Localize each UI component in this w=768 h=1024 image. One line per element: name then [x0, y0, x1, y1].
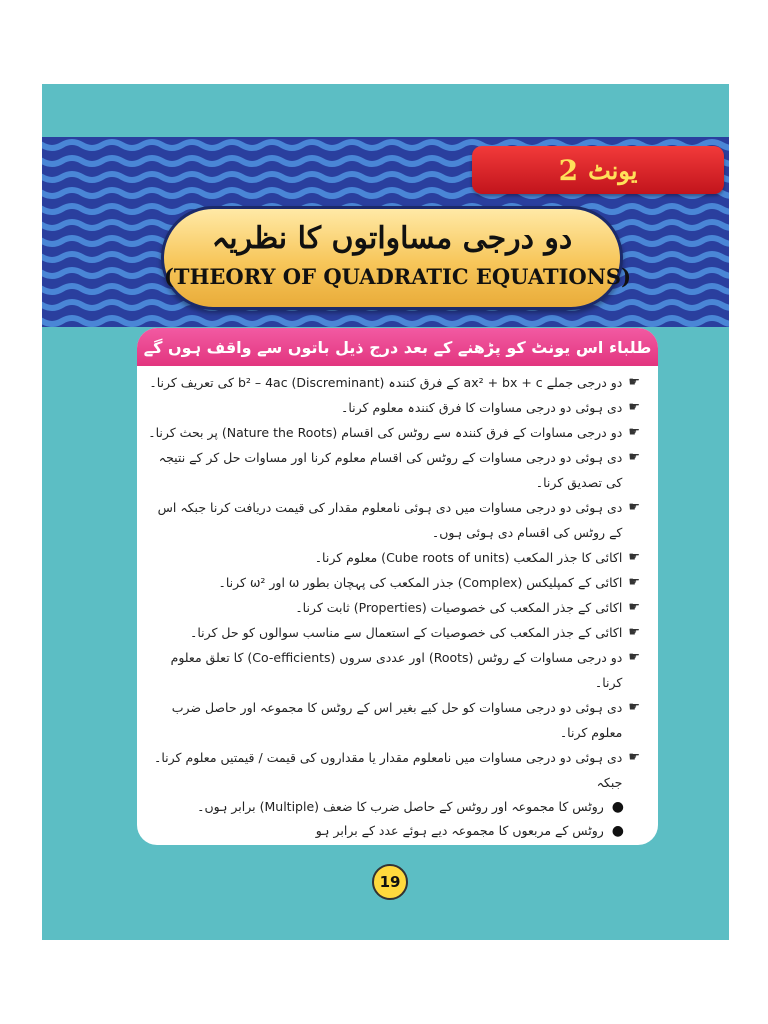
objective-item: ☛ دی ہوئی دو درجی مساوات میں دی ہوئی نامعلوم مقدار کی قیمت دریافت کرنا جبکہ اس کے روٹس کی اقسام دی ہوئی ہوں۔	[147, 495, 640, 545]
condition-item: ● روٹس کے مربعوں کا مجموعہ دیے ہوئے عدد کے برابر ہو	[147, 819, 624, 843]
pointing-hand-icon: ☛	[628, 375, 640, 390]
objective-item: ☛ دو درجی مساوات کے فرق کنندہ سے روٹس کی اقسام (Nature the Roots) پر بحث کرنا۔	[147, 420, 640, 445]
pointing-hand-icon: ☛	[628, 600, 640, 615]
objective-item: ☛ اکائی کے جذر المکعب کی خصوصیات کے استعمال سے مناسب سوالوں کو حل کرنا۔	[147, 620, 640, 645]
pointing-hand-icon: ☛	[628, 500, 640, 515]
objective-item: ☛ اکائی کے جذر المکعب کی خصوصیات (Properties) ثابت کرنا۔	[147, 595, 640, 620]
conditions-list	[137, 795, 658, 845]
pointing-hand-icon: ☛	[628, 575, 640, 590]
page-number: 19	[372, 864, 408, 900]
condition-item	[147, 843, 624, 845]
pointing-hand-icon: ☛	[628, 750, 640, 765]
objective-item: ☛ دی ہوئی دو درجی مساوات کا فرق کنندہ معلوم کرنا۔	[147, 395, 640, 420]
objective-item: ☛ دی ہوئی دو درجی مساوات کو حل کیے بغیر اس کے روٹس کا مجموعہ اور حاصل ضرب معلوم کرنا۔	[147, 695, 640, 745]
pointing-hand-icon: ☛	[628, 550, 640, 565]
pointing-hand-icon: ☛	[628, 700, 640, 715]
unit-label: یونٹ	[588, 155, 638, 185]
objectives-list	[137, 366, 658, 795]
pointing-hand-icon: ☛	[628, 625, 640, 640]
pointing-hand-icon: ☛	[628, 650, 640, 665]
pointing-hand-icon: ☛	[628, 450, 640, 465]
dot-icon: ●	[611, 823, 624, 839]
objectives-card	[137, 328, 658, 845]
objective-item: ☛ اکائی کے کمپلیکس (Complex) جذر المکعب کی پہچان بطور ω اور ω² کرنا۔	[147, 570, 640, 595]
pointing-hand-icon: ☛	[628, 400, 640, 415]
objective-item: ☛ دی ہوئی دو درجی مساوات کے روٹس کی اقسام معلوم کرنا اور مساوات حل کر کے نتیجہ کی تصدیق کرنا۔	[147, 445, 640, 495]
pointing-hand-icon: ☛	[628, 425, 640, 440]
objectives-header: طلباء اس یونٹ کو پڑھنے کے بعد درج ذیل باتوں سے واقف ہوں گے	[137, 328, 658, 366]
condition-item: ● روٹس کا مجموعہ اور روٹس کے حاصل ضرب کا ضعف (Multiple) برابر ہوں۔	[147, 795, 624, 819]
objective-item: ☛ دی ہوئی دو درجی مساوات میں نامعلوم مقدار یا مقداروں کی قیمت / قیمتیں معلوم کرنا۔ جبکہ	[147, 745, 640, 795]
objective-item: ☛ دو درجی جملے ax² + bx + c کے فرق کنندہ b² – 4ac (Discreminant) کی تعریف کرنا۔	[147, 370, 640, 395]
unit-badge	[472, 146, 724, 194]
title-urdu: دو درجی مساواتوں کا نظریہ	[211, 221, 573, 256]
title-banner	[161, 206, 632, 310]
dot-icon	[612, 843, 624, 845]
title-english: (THEORY OF QUADRATIC EQUATIONS)	[164, 264, 632, 289]
objective-item: ☛ اکائی کا جذر المکعب (Cube roots of units) معلوم کرنا۔	[147, 545, 640, 570]
objective-item: ☛ دو درجی مساوات کے روٹس (Roots) اور عددی سروں (Co-efficients) کا تعلق معلوم کرنا۔	[147, 645, 640, 695]
unit-number: 2	[558, 153, 579, 187]
dot-icon: ●	[611, 799, 624, 815]
